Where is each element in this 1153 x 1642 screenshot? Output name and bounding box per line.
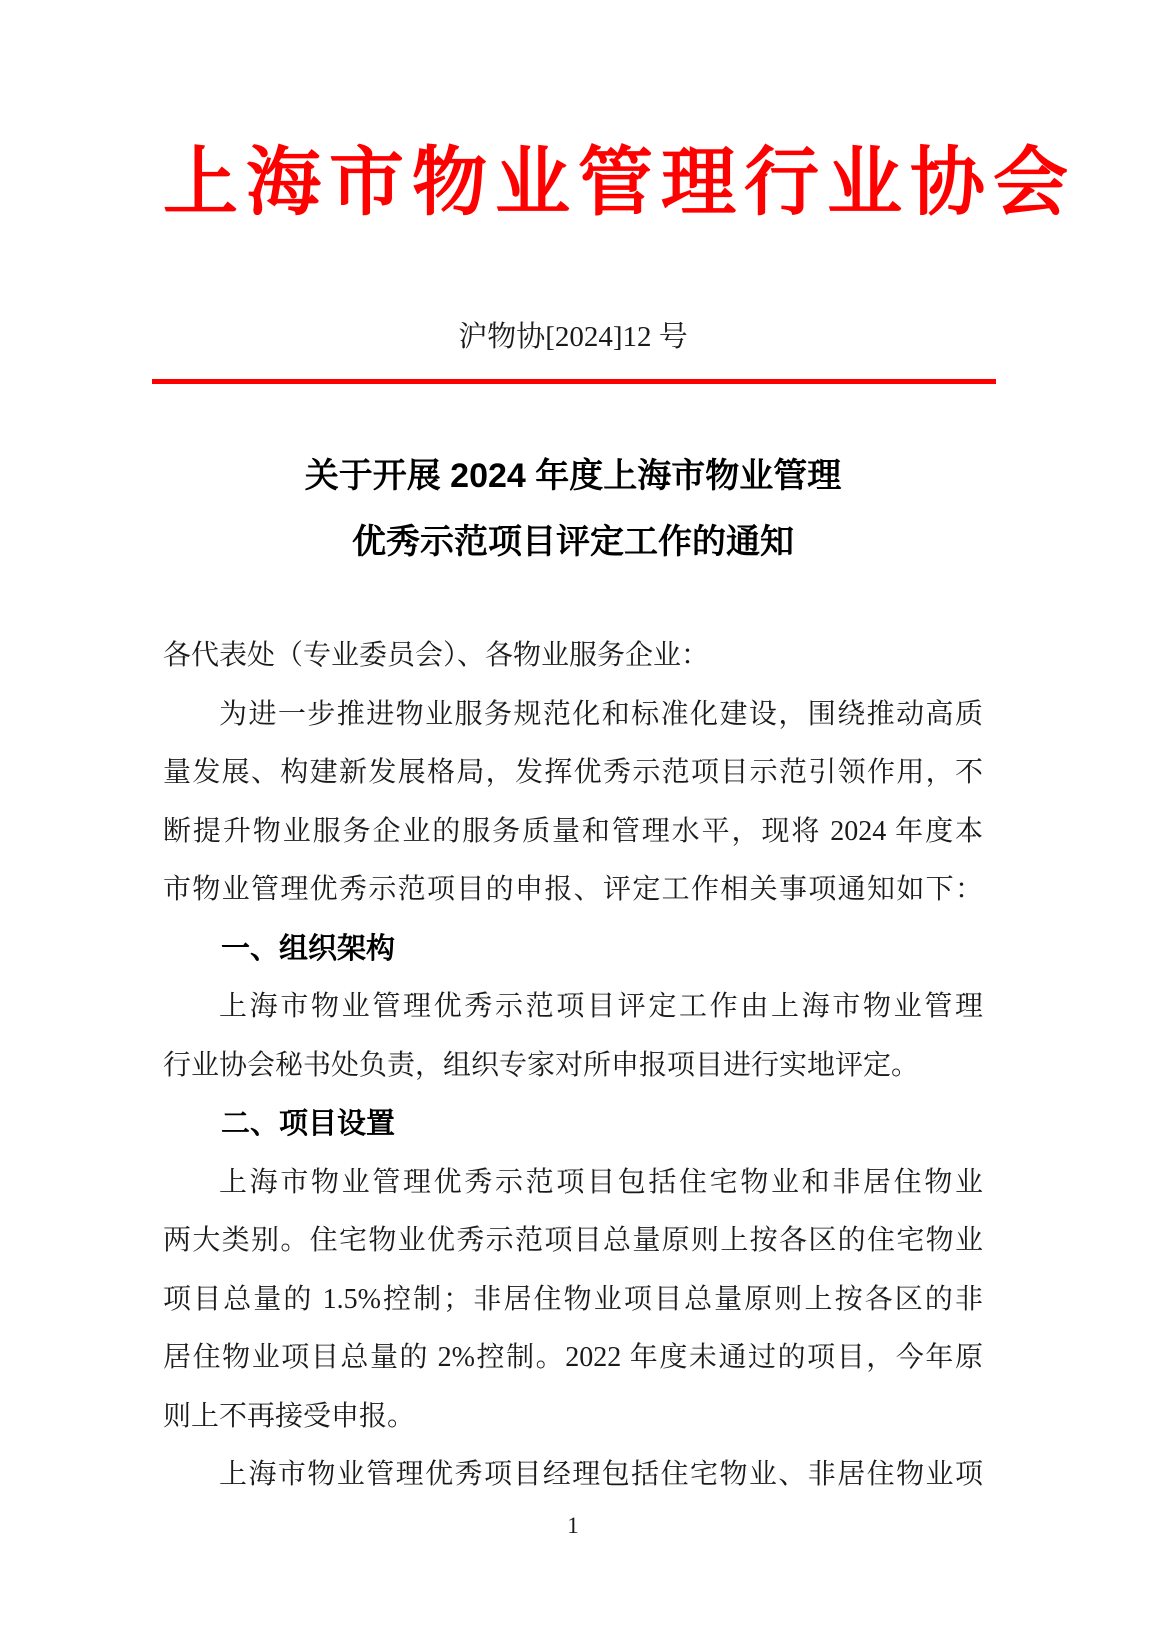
notice-title <box>143 443 1003 575</box>
text-line: 各代表处（专业委员会）、各物业服务企业： <box>163 640 710 671</box>
text-line: 则上不再接受申报。 <box>163 1400 416 1432</box>
text-line: 断提升物业服务企业的服务质量和管理水平，现将 2024 年度本 <box>163 815 983 847</box>
text-line: 市物业管理优秀示范项目的申报、评定工作相关事项通知如下： <box>163 874 983 905</box>
text-line: 上海市物业管理优秀项目经理包括住宅物业、非居住物业项 <box>219 1459 983 1490</box>
page-number: 1 <box>567 1513 579 1538</box>
notice-title-line-1: 关于开展 2024 年度上海市物业管理 <box>304 457 842 495</box>
paragraph <box>163 1446 983 1505</box>
text-line: 量发展、构建新发展格局，发挥优秀示范项目示范引领作用，不 <box>163 757 983 788</box>
paragraph <box>163 978 983 1095</box>
notice-title-line-2: 优秀示范项目评定工作的通知 <box>352 523 794 561</box>
document-number: 沪物协[2024]12 号 <box>458 321 688 353</box>
letterhead-org-name: 上海市物业管理行业协会 <box>163 142 1077 225</box>
body <box>163 627 983 1505</box>
paragraph <box>163 686 983 920</box>
text-line: 一、组织架构 <box>221 932 396 965</box>
paragraph <box>163 627 983 686</box>
text-line: 二、项目设置 <box>221 1108 396 1140</box>
section-heading <box>163 1095 983 1154</box>
text-line: 上海市物业管理优秀示范项目包括住宅物业和非居住物业 <box>219 1166 983 1198</box>
text-line: 两大类别。住宅物业优秀示范项目总量原则上按各区的住宅物业 <box>163 1225 983 1256</box>
paragraph <box>163 1154 983 1447</box>
text-line: 项目总量的 1.5%控制；非居住物业项目总量原则上按各区的非 <box>163 1283 983 1315</box>
text-line: 行业协会秘书处负责，组织专家对所申报项目进行实地评定。 <box>163 1049 920 1081</box>
letterhead-divider-rule <box>152 379 996 384</box>
text-line: 上海市物业管理优秀示范项目评定工作由上海市物业管理 <box>219 991 983 1022</box>
section-heading <box>163 920 983 979</box>
text-line: 居住物业项目总量的 2%控制。2022 年度未通过的项目，今年原 <box>163 1342 983 1373</box>
text-line: 为进一步推进物业服务规范化和标准化建设，围绕推动高质 <box>219 698 983 730</box>
